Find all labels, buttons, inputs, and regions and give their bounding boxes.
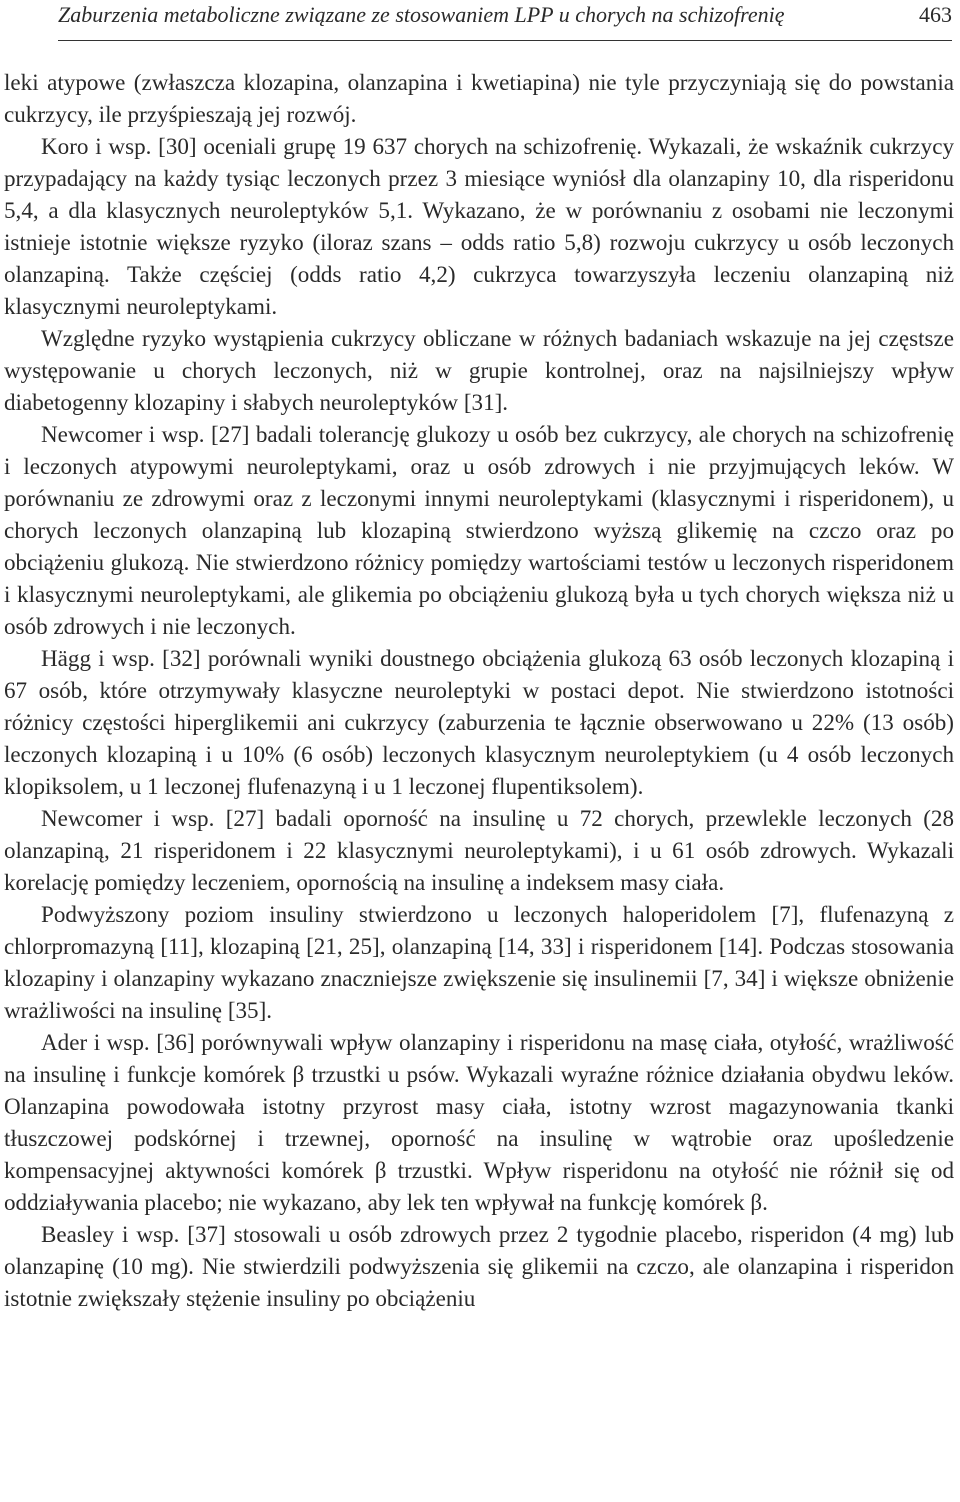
paragraph-hagg: Hägg i wsp. [32] porównali wyniki doustnego obciążenia glukozą 63 osób leczonych klozapiną i 67 osób, które otrzymywały klasyczne neuroleptyki w postaci depot. Nie stwierdzono istotności różnicy częstości hiperglikemii ani cukrzycy (zaburzenia te łącznie obserwowano u 22% (13 osób) leczonych klozapiną i u 10% (6 osób) leczonych klasycznym neuroleptykiem (u 4 osób leczonych klopiksolem, u 1 leczonej flufenazyną i u 1 leczonej flupentiksolem).: [4, 645, 954, 799]
page-number: 463: [919, 2, 952, 27]
running-title: Zaburzenia metaboliczne związane ze stosowaniem LPP u chorych na schizofrenię: [58, 2, 785, 27]
paragraph-koro: Koro i wsp. [30] oceniali grupę 19 637 chorych na schizofrenię. Wykazali, że wskaźnik cukrzycy przypadający na każdy tysiąc leczonych przez 3 miesiące wyniósł dla olanzapiny 10, dla risperidonu 5,4, a dla klasycznych neuroleptyków 5,1. Wykazano, że w porównaniu z osobami nie leczonymi istnieje istotnie większe ryzyko (iloraz szans – odds ratio 5,8) rozwoju cukrzycy u osób leczonych olanzapiną. Także częściej (odds ratio 4,2) cukrzyca towarzyszyła leczeniu olanzapiną niż klasycznymi neuroleptykami.: [4, 133, 954, 319]
paragraph-beasley: Beasley i wsp. [37] stosowali u osób zdrowych przez 2 tygodnie placebo, risperidon (4 mg) lub olanzapinę (10 mg). Nie stwierdzili podwyższenia się glikemii na czczo, ale olanzapina i risperidon istotnie zwiększały stężenie insuliny po obciążeniu: [4, 1221, 954, 1311]
body-text: [4, 66, 954, 1314]
paragraph-relative-risk: Względne ryzyko wystąpienia cukrzycy obliczane w różnych badaniach wskazuje na jej częstsze występowanie u chorych leczonych, niż w grupie kontrolnej, oraz na najsilniejszy wpływ diabetogenny klozapiny i słabych neuroleptyków [31].: [4, 325, 954, 415]
paragraph-ader: Ader i wsp. [36] porównywali wpływ olanzapiny i risperidonu na masę ciała, otyłość, wrażliwość na insulinę i funkcje komórek β trzustki u psów. Wykazali wyraźne różnice działania obydwu leków. Olanzapina powodowała istotny przyrost masy ciała, istotny wzrost magazynowania tkanki tłuszczowej podskórnej i trzewnej, oporność na insulinę w wątrobie oraz upośledzenie kompensacyjnej aktywności komórek β trzustki. Wpływ risperidonu na otyłość nie różnił się od oddziaływania placebo; nie wykazano, aby lek ten wpływał na funkcję komórek β.: [4, 1029, 954, 1215]
paragraph-newcomer-glucose: Newcomer i wsp. [27] badali tolerancję glukozy u osób bez cukrzycy, ale chorych na schizofrenię i leczonych atypowymi neuroleptykami, oraz u osób zdrowych i nie przyjmujących leków. W porównaniu ze zdrowymi oraz z leczonymi innymi neuroleptykami (klasycznymi i risperidonem), u chorych leczonych olanzapiną lub klozapiną stwierdzono wyższą glikemię na czczo oraz po obciążeniu glukozą. Nie stwierdzono różnicy pomiędzy wartościami testów u leczonych risperidonem i klasycznymi neuroleptykami, ale glikemia po obciążeniu glukozą była u tych chorych większa niż u osób zdrowych i nie leczonych.: [4, 421, 954, 639]
paragraph-continuation: leki atypowe (zwłaszcza klozapina, olanzapina i kwetiapina) nie tyle przyczyniają się do powstania cukrzycy, ile przyśpieszają jej rozwój.: [4, 69, 954, 127]
running-header: [58, 0, 952, 41]
paragraph-newcomer-insulin: Newcomer i wsp. [27] badali oporność na insulinę u 72 chorych, przewlekle leczonych (28 olanzapiną, 21 risperidonem i 22 klasycznymi neuroleptykami), i u 61 osób zdrowych. Wykazali korelację pomiędzy leczeniem, opornością na insulinę a indeksem masy ciała.: [4, 805, 954, 895]
paragraph-insulin-level: Podwyższony poziom insuliny stwierdzono u leczonych haloperidolem [7], flufenazyną z chlorpromazyną [11], klozapiną [21, 25], olanzapiną [14, 33] i risperidonem [14]. Podczas stosowania klozapiny i olanzapiny wykazano znaczniejsze zwiększenie się insulinemii [7, 34] i większe obniżenie wrażliwości na insulinę [35].: [4, 901, 954, 1023]
